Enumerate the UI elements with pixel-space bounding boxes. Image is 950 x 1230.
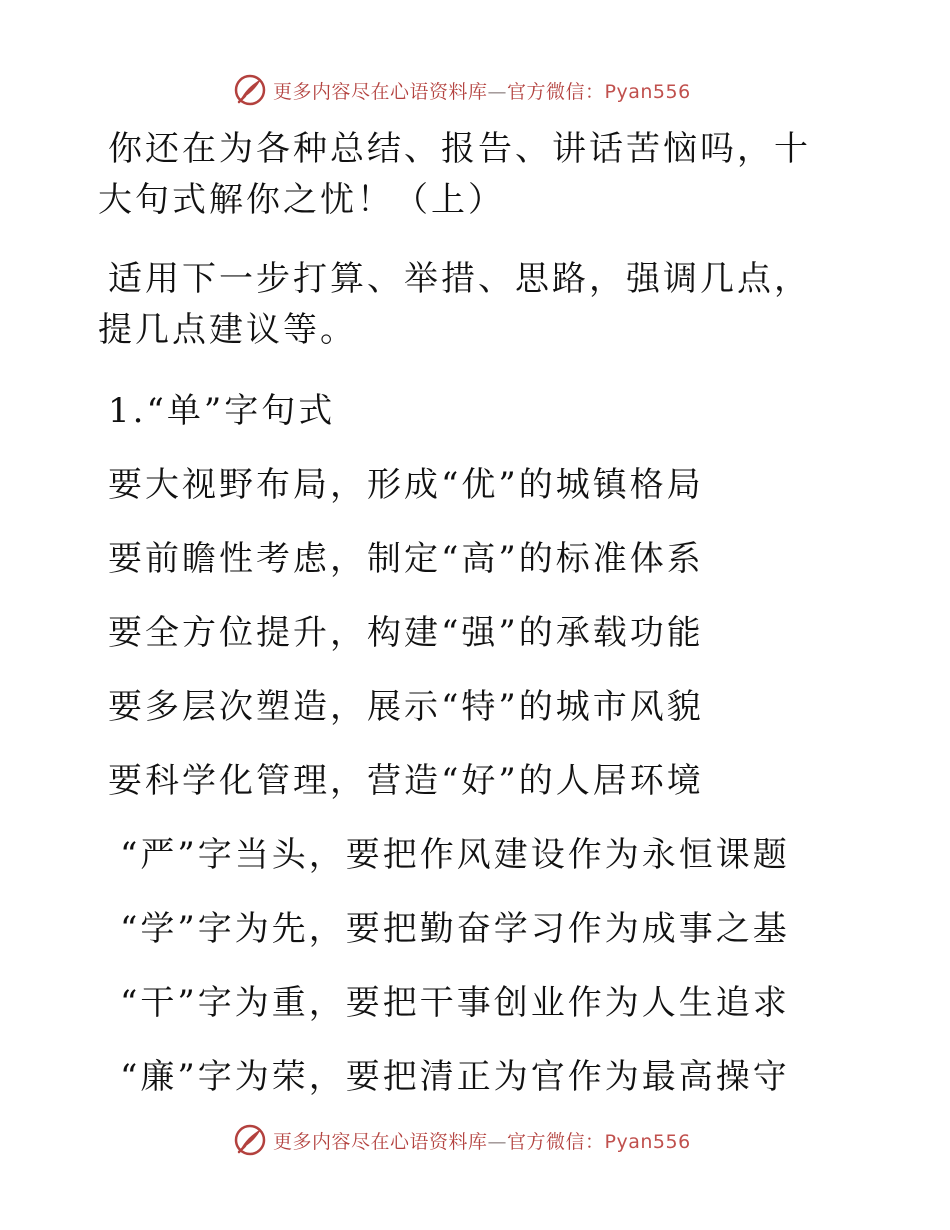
watermark-main: 更多内容尽在心语资料库	[273, 80, 488, 103]
list-item: 要多层次塑造，展示“特”的城市风貌	[108, 687, 704, 727]
watermark-wechat-label: 官方微信：	[507, 1130, 605, 1153]
quill-pen-logo-icon	[233, 1123, 267, 1157]
list-item: “廉”字为荣，要把清正为官作为最高操守	[120, 1057, 790, 1097]
list-item: “学”字为先，要把勤奋学习作为成事之基	[120, 909, 790, 949]
watermark-separator: —	[487, 1130, 508, 1153]
document-title: 你还在为各种总结、报告、讲话苦恼吗，十大句式解你之忧！（上）	[98, 129, 811, 220]
list-item: “干”字为重，要把干事创业作为人生追求	[120, 983, 790, 1023]
watermark-handle: Pyan556	[604, 1130, 691, 1153]
document-intro: 适用下一步打算、举措、思路，强调几点，提几点建议等。	[98, 259, 811, 350]
list-item: 要前瞻性考虑，制定“高”的标准体系	[108, 539, 704, 579]
list-item: 要科学化管理，营造“好”的人居环境	[108, 761, 704, 801]
watermark-text	[273, 1127, 691, 1154]
watermark-wechat-label: 官方微信：	[507, 80, 605, 103]
list-item: 要全方位提升，构建“强”的承载功能	[108, 613, 704, 653]
footer-watermark	[233, 1122, 691, 1158]
list-item: “严”字当头，要把作风建设作为永恒课题	[120, 835, 790, 875]
watermark-separator: —	[487, 80, 508, 103]
watermark-main: 更多内容尽在心语资料库	[273, 1130, 488, 1153]
section-heading: 1.“单”字句式	[108, 391, 336, 431]
list-item: 要大视野布局，形成“优”的城镇格局	[108, 465, 704, 505]
watermark-handle: Pyan556	[604, 80, 691, 103]
